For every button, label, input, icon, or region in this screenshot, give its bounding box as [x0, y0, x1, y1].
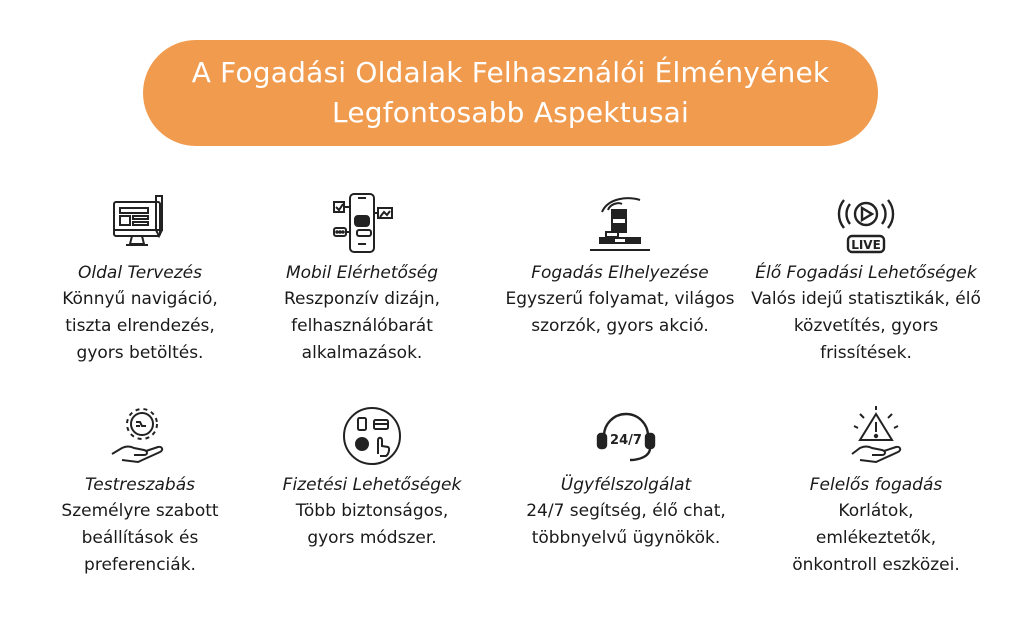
card-description: Egyszerű folyamat, világos szorzók, gyors akció. — [505, 289, 735, 336]
live-stream-icon — [834, 192, 898, 256]
card-description: Valós idejű statisztikák, élő közvetítés, gyors frissítések. — [751, 289, 981, 363]
card-responsible — [748, 404, 1004, 579]
card-description: Könnyű navigáció, tiszta elrendezés, gyors betöltés. — [62, 289, 218, 363]
card-mobile — [234, 192, 490, 367]
support-headset-icon — [594, 404, 658, 468]
mobile-app-icon — [330, 192, 394, 256]
card-title: Ügyfélszolgálat — [560, 475, 692, 495]
card-description: 24/7 segítség, élő chat, többnyelvű ügynökök. — [526, 501, 726, 548]
betting-chips-icon — [588, 192, 652, 256]
support-badge-text: 24/7 — [610, 433, 642, 448]
card-support — [498, 404, 754, 552]
payment-options-icon — [340, 404, 404, 468]
title-banner — [143, 40, 878, 146]
page-title-line-1: A Fogadási Oldalak Felhasználói Élményének — [191, 56, 830, 89]
live-badge-text: LIVE — [851, 238, 881, 252]
card-description: Személyre szabott beállítások és preferenciák. — [61, 501, 219, 575]
card-description: Több biztonságos, gyors módszer. — [295, 501, 449, 548]
card-title: Felelős fogadás — [809, 475, 943, 495]
card-title: Oldal Tervezés — [78, 263, 202, 283]
customization-gear-hand-icon — [108, 404, 172, 468]
card-title: Élő Fogadási Lehetőségek — [755, 263, 977, 283]
card-title: Fogadás Elhelyezése — [531, 263, 709, 283]
website-design-icon — [108, 192, 172, 256]
card-description: Korlátok, emlékeztetők, önkontroll eszközei. — [792, 501, 960, 575]
card-customization — [12, 404, 268, 579]
card-site-design — [12, 192, 268, 367]
card-live-betting — [738, 192, 994, 367]
card-payment — [244, 404, 500, 552]
card-title: Fizetési Lehetőségek — [282, 475, 462, 495]
responsible-gambling-warning-icon — [844, 404, 908, 468]
card-title: Mobil Elérhetőség — [285, 263, 439, 283]
card-title: Testreszabás — [85, 475, 195, 495]
card-description: Reszponzív dizájn, felhasználóbarát alkalmazások. — [283, 289, 441, 363]
card-bet-placement — [492, 192, 748, 340]
page-title-line-2: Legfontosabb Aspektusai — [332, 96, 689, 129]
